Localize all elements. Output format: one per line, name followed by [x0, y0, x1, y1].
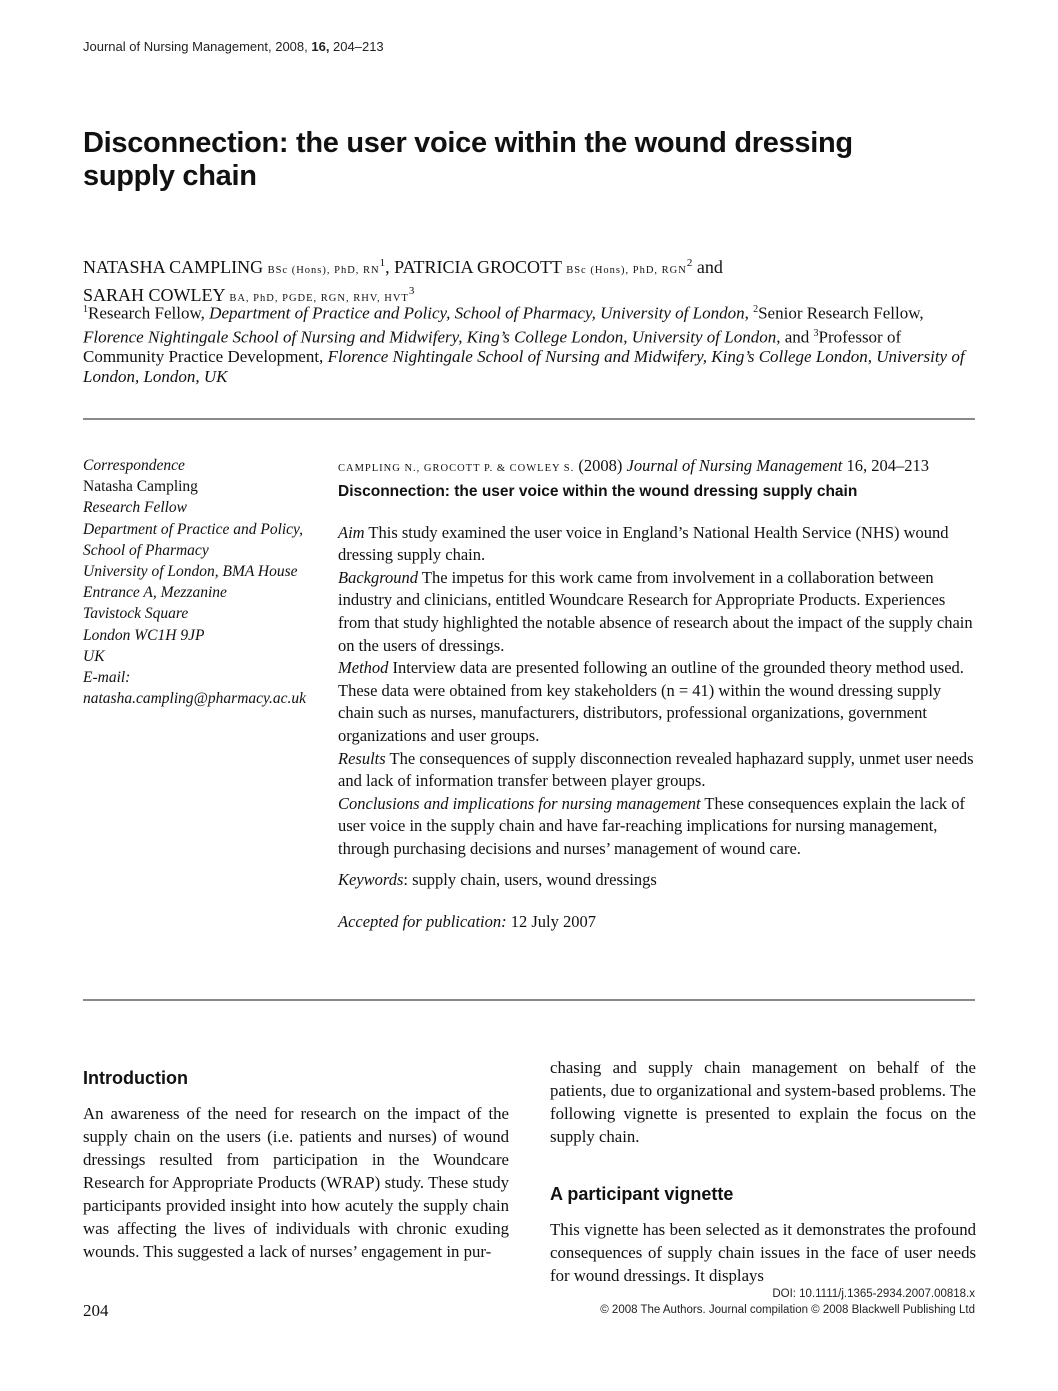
abstract-citation: [338, 455, 978, 481]
section-text: The impetus for this work came from involvement in a collaboration between industry and clinicians, entitled Woundcare Research for Appropriate Products. Experiences from that study highlighted the notable absence of research about the impact of the supply chain on the users of dressings.: [338, 567, 973, 655]
keywords-label: Keywords: [338, 869, 404, 889]
affiliation-institution: Department of Practice and Policy, School of Pharmacy, University of London: [209, 303, 745, 323]
correspondence-block: [83, 455, 333, 709]
doi[interactable]: DOI: 10.1111/j.1365-2934.2007.00818.x: [772, 1288, 975, 1300]
footer-info: [600, 1286, 975, 1318]
citation-authors: CAMPLING N., GROCOTT P. & COWLEY S.: [338, 463, 575, 474]
divider: [83, 418, 975, 420]
affiliation-institution: Florence Nightingale School of Nursing and Midwifery, King’s College London, University of London, London, UK: [83, 347, 965, 387]
page-number: 204: [83, 1301, 109, 1320]
running-head: [83, 39, 384, 54]
author-name: NATASHA CAMPLING: [83, 257, 264, 277]
citation-journal: Journal of Nursing Management: [626, 456, 843, 475]
journal-citation: Journal of Nursing Management, 2008,: [83, 39, 312, 54]
correspondence-line: Department of Practice and Policy,: [83, 520, 303, 538]
affiliations: [83, 300, 983, 387]
affiliation-separator: , and: [776, 327, 814, 347]
accepted-label: Accepted for publication:: [338, 912, 507, 932]
accepted-value: 12 July 2007: [506, 912, 597, 932]
section-label: Conclusions and implications for nursing management: [338, 793, 701, 813]
correspondence-line: Tavistock Square: [83, 605, 189, 623]
abstract-section-method: [338, 657, 978, 747]
affiliation-mark: 1: [83, 304, 88, 315]
affiliation-role: Professor of Community Practice Development,: [83, 327, 902, 367]
keywords: [338, 869, 978, 892]
copyright: © 2008 The Authors. Journal compilation © 2008 Blackwell Publishing Ltd: [600, 1304, 975, 1316]
correspondence-line: Entrance A, Mezzanine: [83, 584, 227, 602]
section-heading-vignette: A participant vignette: [550, 1184, 734, 1204]
author-separator: ,: [385, 257, 395, 277]
author-affiliation-mark: 3: [408, 285, 415, 297]
correspondence-line: UK: [83, 647, 105, 665]
author-credentials: BA, PhD, PGDE, RGN, RHV, HVT: [229, 293, 409, 304]
journal-pages: 204–213: [329, 39, 384, 54]
citation-year: (2008): [574, 456, 627, 475]
section-label: Method: [338, 658, 389, 678]
section-text: Interview data are presented following an outline of the grounded theory method used. These data were obtained from key stakeholders (n = 41) within the wound dressing supply chain such as nurses, manufacturers, distributors, professional organizations, government organizations and user groups.: [338, 658, 964, 745]
accepted-date: [338, 911, 978, 934]
affiliation-institution: Florence Nightingale School of Nursing and Midwifery, King’s College London, University of London: [83, 327, 777, 347]
citation-pages: 204–213: [871, 456, 930, 475]
body-column-right: [550, 1056, 976, 1287]
author-credentials: BSc (Hons), PhD, RGN: [566, 265, 687, 276]
paragraph: An awareness of the need for research on the impact of the supply chain on the users (i.e. patients and nurses) of wound dressings resulted from participation in the Woundcare Research for Appropriate Products (WRAP) study. These study participants provided insight into how acutely the supply chain was affecting the lives of individuals with chronic exuding wounds. This suggested a lack of nurses’ engagement in pur-: [83, 1104, 509, 1261]
divider: [83, 999, 975, 1001]
section-text: The consequences of supply disconnection revealed haphazard supply, unmet user needs and lack of information transfer between player groups.: [338, 748, 974, 791]
abstract-section-conclusions: [338, 793, 978, 861]
section-label: Background: [338, 567, 419, 587]
affiliation-separator: ,: [744, 303, 754, 323]
keywords-list: : supply chain, users, wound dressings: [403, 869, 657, 889]
article-title: Disconnection: the user voice within the wound dressing supply chain: [83, 127, 853, 192]
author-name: SARAH COWLEY: [83, 285, 225, 305]
abstract-section-results: [338, 748, 978, 793]
correspondence-line: Natasha Campling: [83, 478, 198, 496]
correspondence-line: School of Pharmacy: [83, 541, 209, 559]
abstract-section-background: [338, 567, 978, 657]
abstract-section-aim: [338, 522, 978, 567]
affiliation-mark: 2: [753, 304, 759, 315]
author-affiliation-mark: 1: [379, 257, 386, 269]
author-credentials: BSc (Hons), PhD, RN: [267, 265, 380, 276]
correspondence-line: London WC1H 9JP: [83, 626, 205, 644]
paragraph: chasing and supply chain management on behalf of the patients, due to organizational and system-based problems. The following vignette is presented to explain the focus on the supply chain.: [550, 1058, 976, 1146]
correspondence-line: Research Fellow: [83, 499, 188, 517]
correspondence-line: University of London, BMA House: [83, 563, 298, 581]
paragraph: This vignette has been selected as it demonstrates the profound consequences of supply chain issues in the face of user needs for wound dressings. It displays: [550, 1220, 976, 1285]
section-label: Aim: [338, 522, 365, 542]
correspondence-email[interactable]: natasha.campling@pharmacy.ac.uk: [83, 690, 307, 708]
abstract-title: Disconnection: the user voice within the wound dressing supply chain: [338, 482, 858, 500]
citation-volume: 16,: [842, 456, 872, 475]
body-column-left: [83, 1066, 509, 1263]
affiliation-role: Senior Research Fellow,: [758, 303, 924, 323]
author-affiliation-mark: 2: [686, 257, 693, 269]
correspondence-label: Correspondence: [83, 457, 185, 474]
section-text: These consequences explain the lack of user voice in the supply chain and have far-reaching implications for nursing management, through purchasing decisions and nurses’ management of wound care.: [338, 793, 966, 858]
section-label: Results: [338, 748, 386, 768]
author-separator: and: [692, 257, 723, 277]
author-name: PATRICIA GROCOTT: [394, 257, 562, 277]
section-text: This study examined the user voice in England’s National Health Service (NHS) wound dressing supply chain.: [338, 522, 949, 565]
affiliation-role: Research Fellow,: [88, 303, 210, 323]
affiliation-mark: 3: [813, 327, 819, 339]
journal-volume: 16,: [311, 39, 330, 54]
correspondence-line: E-mail:: [83, 669, 131, 687]
abstract: [338, 455, 978, 934]
section-heading-introduction: Introduction: [83, 1068, 188, 1088]
